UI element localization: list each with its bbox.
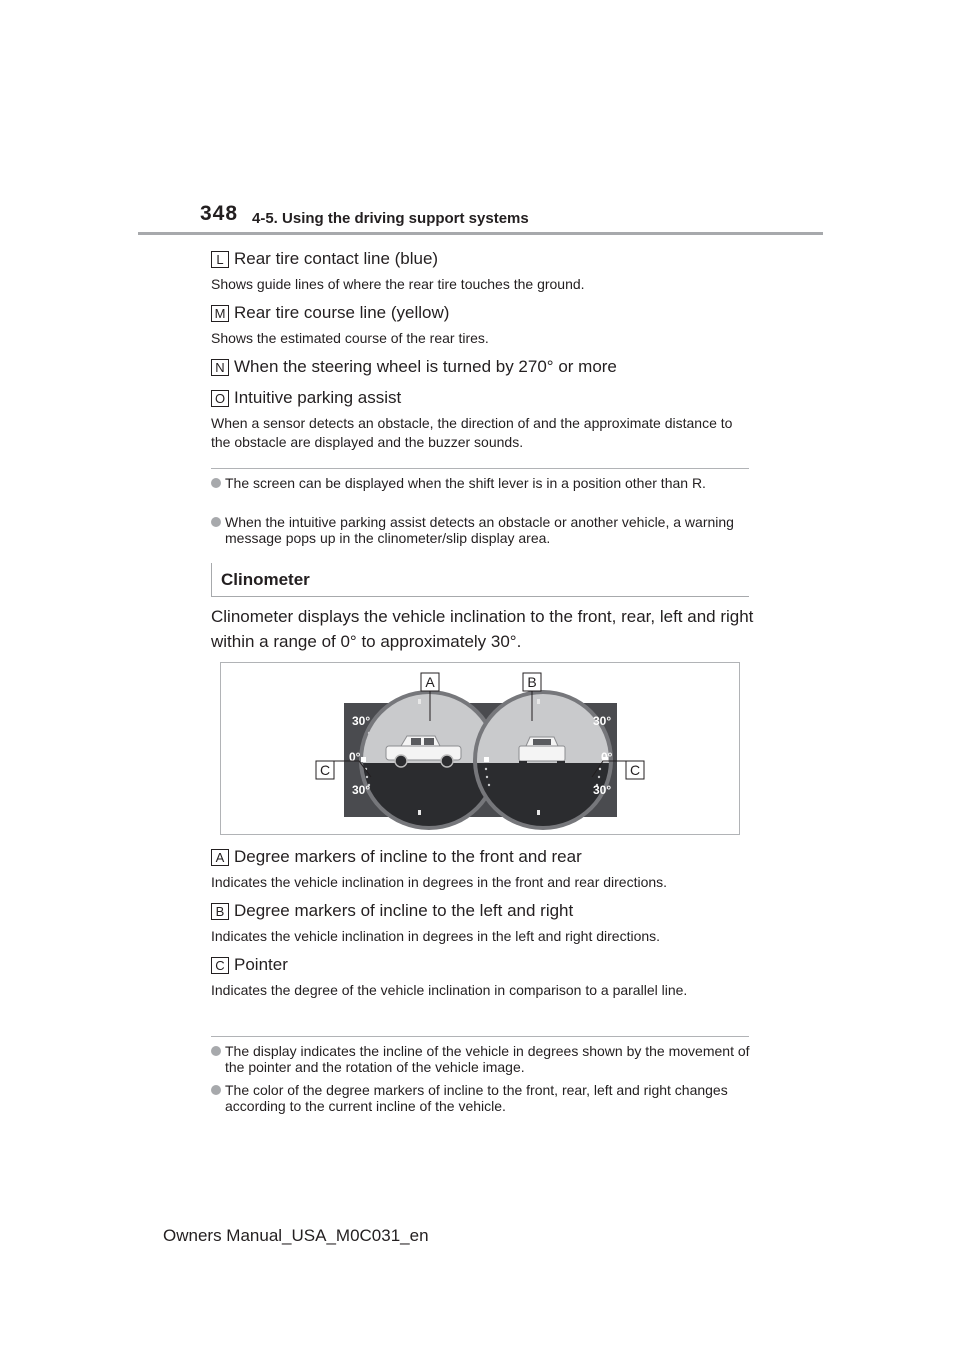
item-desc: Indicates the degree of the vehicle inclination in comparison to a parallel line. (211, 982, 688, 998)
item-title: Rear tire contact line (blue) (234, 249, 439, 268)
callout-c-right-label: C (629, 762, 641, 778)
subheading-hline (211, 596, 749, 597)
item-m (211, 303, 449, 323)
letter-box: L (211, 251, 229, 268)
callout-c-left (316, 761, 334, 779)
section-title: 4-5. Using the driving support systems (252, 210, 529, 227)
bullet-icon (211, 1085, 221, 1095)
page-number: 348 (200, 202, 239, 225)
item-desc: Shows guide lines of where the rear tire touches the ground. (211, 276, 585, 292)
item-title: Intuitive parking assist (234, 388, 402, 407)
item-l (211, 249, 438, 269)
left-label-mid: 0° (349, 750, 361, 764)
clinometer-figure (220, 662, 740, 835)
subheading-bar (211, 563, 749, 597)
letter-box: B (211, 903, 229, 920)
separator (211, 1036, 749, 1037)
item-desc: Indicates the vehicle inclination in degrees in the left and right directions. (211, 928, 661, 944)
bullet-icon (211, 1046, 221, 1056)
item-title: Rear tire course line (yellow) (234, 303, 450, 322)
subheading: Clinometer (221, 570, 310, 589)
item-a (211, 847, 582, 867)
subheading-vline (211, 563, 212, 597)
letter-box: N (211, 359, 229, 376)
note-text: The color of the degree markers of incline to the front, rear, left and right changes according to the current incline of the vehicle. (225, 1082, 728, 1114)
callout-c-left-label: C (319, 762, 331, 778)
item-n (211, 357, 617, 377)
item-title: Degree markers of incline to the front and rear (234, 847, 582, 866)
note-text: The display indicates the incline of the vehicle in degrees shown by the movement of the pointer and the rotation of the vehicle image. (225, 1043, 750, 1075)
callout-b (523, 673, 541, 691)
item-title: Degree markers of incline to the left and right (234, 901, 574, 920)
note-text: The screen can be displayed when the shift lever is in a position other than R. (225, 475, 706, 491)
item-b (211, 901, 573, 921)
note (211, 1082, 751, 1114)
bullet-icon (211, 478, 221, 488)
letter-box: M (211, 305, 229, 322)
right-label-mid: 0° (601, 750, 613, 764)
item-desc: Shows the estimated course of the rear tires. (211, 330, 489, 346)
item-title: When the steering wheel is turned by 270° or more (234, 357, 617, 376)
left-label-top: 30° (352, 714, 371, 728)
clinometer-illustration (221, 663, 739, 834)
callout-c-right (626, 761, 644, 779)
item-o (211, 388, 401, 408)
note (211, 475, 751, 491)
callout-a-label: A (425, 674, 435, 690)
item-title: Pointer (234, 955, 288, 974)
left-label-bottom: 30° (352, 783, 371, 797)
note-text: When the intuitive parking assist detects an obstacle or another vehicle, a warning message pops up in the clinometer/slip display area. (225, 514, 734, 546)
letter-box: C (211, 957, 229, 974)
note (211, 514, 751, 546)
callout-b-label: B (527, 674, 537, 690)
header-rule (138, 232, 823, 235)
letter-box: A (211, 849, 229, 866)
item-desc: When a sensor detects an obstacle, the direction of and the approximate distance to the obstacle are displayed and the buzzer sounds. (211, 415, 733, 450)
separator (211, 468, 749, 469)
note (211, 1043, 751, 1075)
right-label-top: 30° (593, 714, 612, 728)
bullet-icon (211, 517, 221, 527)
item-desc: Indicates the vehicle inclination in degrees in the front and rear directions. (211, 874, 668, 890)
body-paragraph: Clinometer displays the vehicle inclination to the front, rear, left and right within a range of 0° to approximately 30°. (211, 607, 754, 651)
footer-doc-id: Owners Manual_USA_M0C031_en (163, 1226, 429, 1245)
callout-a (421, 673, 439, 691)
item-c (211, 955, 288, 975)
letter-box: O (211, 390, 229, 407)
right-label-bottom: 30° (593, 783, 612, 797)
